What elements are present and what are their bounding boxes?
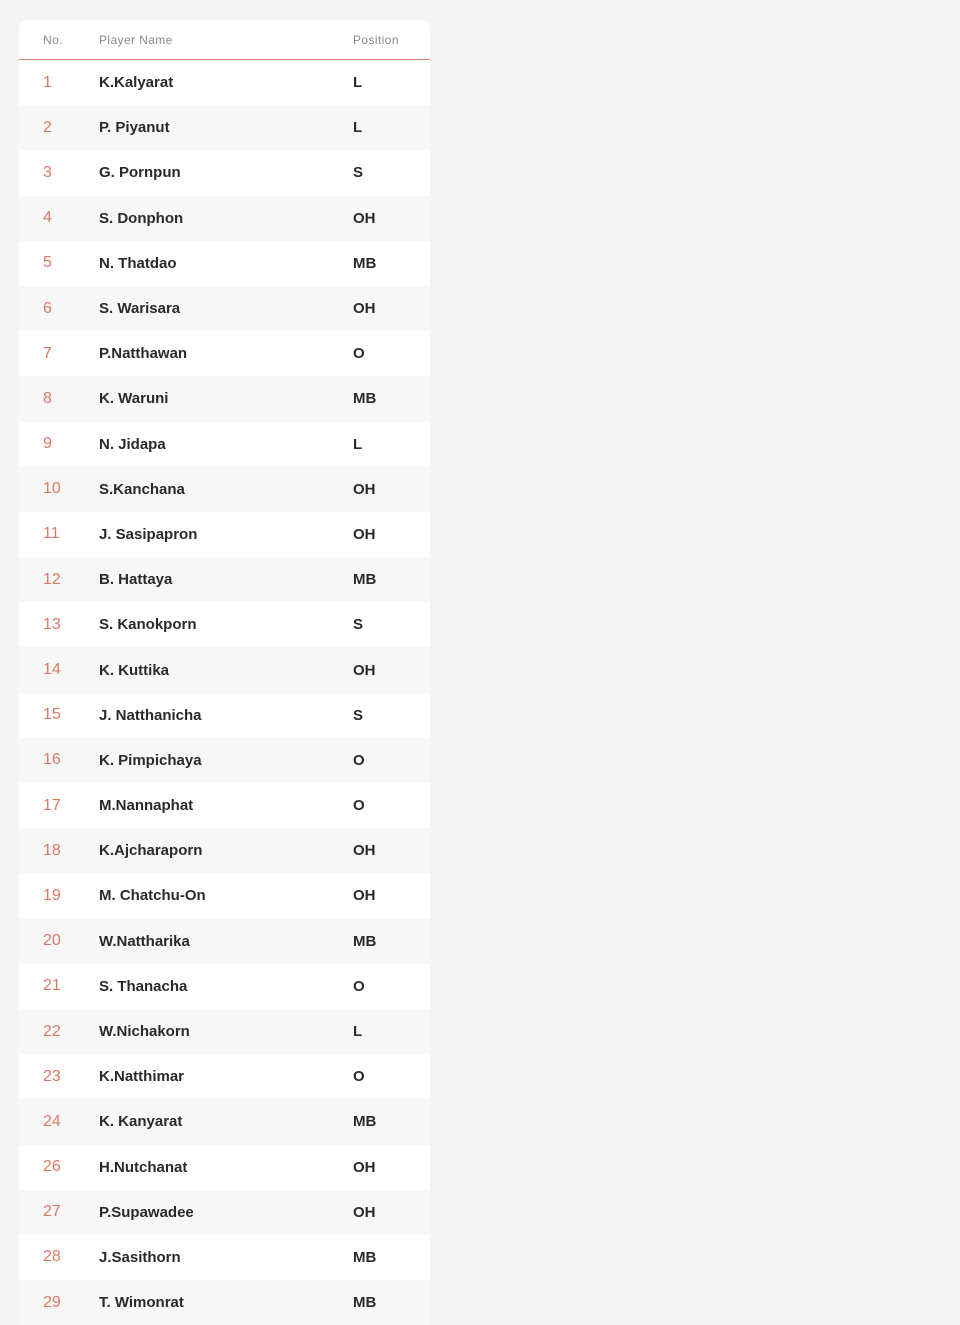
table-header <box>19 20 430 60</box>
player-name: B. Hattaya <box>99 571 173 589</box>
table-row <box>19 1099 430 1144</box>
player-position: OH <box>353 480 376 498</box>
player-name: P.Natthawan <box>99 345 188 363</box>
player-name: K. Kuttika <box>99 661 170 679</box>
player-name: H.Nutchanat <box>99 1158 188 1176</box>
player-position: S <box>353 616 364 634</box>
table-row <box>19 557 430 602</box>
table-row <box>19 241 430 286</box>
player-name: P.Supawadee <box>99 1203 194 1221</box>
table-row <box>19 964 430 1009</box>
table-row <box>19 873 430 918</box>
table-row <box>19 286 430 331</box>
player-number: 17 <box>43 796 61 814</box>
player-roster-table <box>19 20 430 1325</box>
table-row <box>19 783 430 828</box>
player-number: 22 <box>43 1022 61 1040</box>
table-row <box>19 693 430 738</box>
player-position: L <box>353 1023 363 1041</box>
player-position: S <box>353 164 364 182</box>
header-player-name: Player Name <box>99 32 173 47</box>
player-number: 29 <box>43 1293 61 1311</box>
player-position: OH <box>353 525 376 543</box>
player-name: K. Waruni <box>99 390 169 408</box>
player-name: W.Nattharika <box>99 932 190 950</box>
table-row <box>19 422 430 467</box>
player-name: J. Sasipapron <box>99 525 198 543</box>
player-position: MB <box>353 390 377 408</box>
player-name: M. Chatchu-On <box>99 887 206 905</box>
table-row <box>19 647 430 692</box>
table-row <box>19 1280 430 1325</box>
player-number: 12 <box>43 570 61 588</box>
player-position: O <box>353 1068 365 1086</box>
player-number: 27 <box>43 1203 61 1221</box>
table-row <box>19 331 430 376</box>
player-position: O <box>353 345 365 363</box>
player-name: K.Kalyarat <box>99 74 174 92</box>
player-name: S. Thanacha <box>99 977 188 995</box>
player-number: 11 <box>43 525 60 543</box>
table-row <box>19 467 430 512</box>
table-row <box>19 1145 430 1190</box>
player-position: MB <box>353 254 377 272</box>
player-name: N. Thatdao <box>99 254 177 272</box>
table-body <box>19 60 430 1325</box>
player-name: S. Warisara <box>99 300 181 318</box>
table-row <box>19 602 430 647</box>
player-number: 4 <box>43 209 52 227</box>
player-position: S <box>353 706 364 724</box>
player-number: 28 <box>43 1248 61 1266</box>
player-position: L <box>353 435 363 453</box>
player-position: OH <box>353 887 376 905</box>
player-name: S. Donphon <box>99 209 184 227</box>
player-name: G. Pornpun <box>99 164 181 182</box>
player-position: MB <box>353 1248 377 1266</box>
table-row <box>19 919 430 964</box>
player-number: 14 <box>43 661 61 679</box>
player-number: 5 <box>43 254 52 272</box>
table-row <box>19 828 430 873</box>
player-number: 1 <box>43 73 52 91</box>
player-position: L <box>353 119 363 137</box>
player-number: 18 <box>43 841 61 859</box>
table-row <box>19 1009 430 1054</box>
player-name: K. Pimpichaya <box>99 751 202 769</box>
player-number: 21 <box>43 977 61 995</box>
player-number: 3 <box>43 163 52 181</box>
table-row <box>19 196 430 241</box>
player-position: L <box>353 74 363 92</box>
player-position: OH <box>353 300 376 318</box>
table-row <box>19 105 430 150</box>
player-number: 13 <box>43 615 61 633</box>
player-position: O <box>353 977 365 995</box>
table-row <box>19 512 430 557</box>
player-position: OH <box>353 209 376 227</box>
player-number: 26 <box>43 1158 61 1176</box>
table-row <box>19 376 430 421</box>
player-position: OH <box>353 1203 376 1221</box>
player-name: J. Natthanicha <box>99 706 202 724</box>
player-position: MB <box>353 571 377 589</box>
player-position: O <box>353 797 365 815</box>
player-position: O <box>353 751 365 769</box>
table-row <box>19 1235 430 1280</box>
table-row <box>19 60 430 105</box>
player-number: 2 <box>43 118 52 136</box>
player-number: 20 <box>43 932 61 950</box>
player-name: J.Sasithorn <box>99 1248 181 1266</box>
player-name: P. Piyanut <box>99 119 170 137</box>
player-number: 16 <box>43 751 61 769</box>
player-number: 7 <box>43 344 52 362</box>
table-row <box>19 738 430 783</box>
player-name: K.Ajcharaporn <box>99 842 203 860</box>
player-name: M.Nannaphat <box>99 797 194 815</box>
player-number: 24 <box>43 1112 61 1130</box>
player-position: MB <box>353 932 377 950</box>
player-name: N. Jidapa <box>99 435 166 453</box>
player-position: OH <box>353 1158 376 1176</box>
player-name: S.Kanchana <box>99 480 185 498</box>
player-number: 6 <box>43 299 52 317</box>
player-number: 9 <box>43 435 52 453</box>
player-position: OH <box>353 842 376 860</box>
player-position: MB <box>353 1113 377 1131</box>
player-name: S. Kanokporn <box>99 616 197 634</box>
player-number: 8 <box>43 389 52 407</box>
table-row <box>19 1190 430 1235</box>
player-position: OH <box>353 661 376 679</box>
table-row <box>19 1054 430 1099</box>
player-number: 15 <box>43 706 61 724</box>
player-number: 23 <box>43 1067 61 1085</box>
player-number: 19 <box>43 886 61 904</box>
player-name: W.Nichakorn <box>99 1023 190 1041</box>
player-name: T. Wimonrat <box>99 1294 184 1312</box>
player-number: 10 <box>43 480 61 498</box>
player-position: MB <box>353 1294 377 1312</box>
player-name: K. Kanyarat <box>99 1113 183 1131</box>
table-row <box>19 150 430 195</box>
header-number: No. <box>43 32 63 47</box>
player-name: K.Natthimar <box>99 1068 185 1086</box>
header-position: Position <box>353 32 399 47</box>
